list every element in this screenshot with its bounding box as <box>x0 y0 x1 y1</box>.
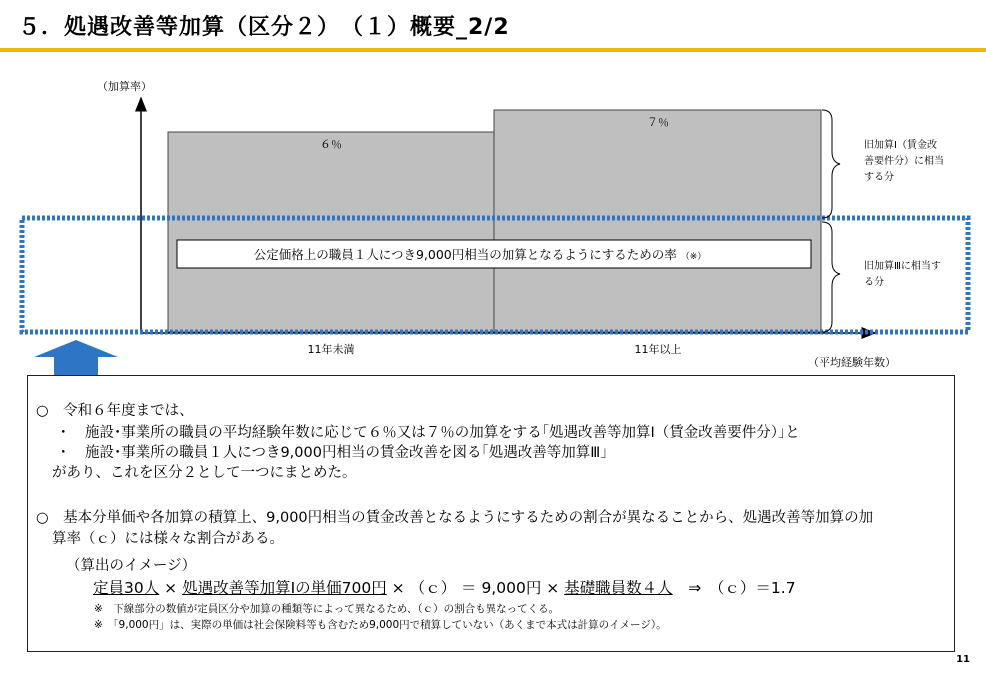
p1-tail: があり、これを区分２として一つにまとめた。 <box>52 465 357 481</box>
bar-11-years-plus <box>494 110 821 332</box>
bar-label-6: ６％ <box>320 138 342 151</box>
p2-line2: 算率（ｃ）には様々な割合がある。 <box>52 531 284 547</box>
up-arrow <box>34 340 118 376</box>
note-1: ※ 下線部分の数値が定員区分や加算の種類等によって異なるため、（ｃ）の割合も異なってくる。 <box>94 603 560 615</box>
category-under-11: 11年未満 <box>307 343 355 356</box>
calc-formula <box>93 581 796 597</box>
brace-upper-label: 旧加算Ⅰ（賃金改 善要件分）に相当 する分 <box>864 140 944 183</box>
calc-head: （算出のイメージ） <box>66 558 197 574</box>
bar-under-11-years <box>168 132 494 332</box>
page-number: 11 <box>956 654 970 665</box>
p1-item1: ・ 施設･事業所の職員の平均経験年数に応じて６％又は７％の加算をする｢処遇改善等加算Ⅰ（賃金改善要件分）｣と <box>56 425 800 441</box>
category-11-plus: 11年以上 <box>634 343 682 356</box>
y-axis-label: （加算率） <box>97 80 152 93</box>
calc-term-staff: 基礎職員数４人 <box>564 579 673 597</box>
calc-term-capacity: 定員30人 <box>93 579 160 597</box>
brace-upper <box>822 110 840 218</box>
bar-label-7: ７％ <box>647 116 669 129</box>
brace-lower <box>822 222 840 332</box>
p2-line1: ○ 基本分単価や各加算の積算上、9,000円相当の賃金改善となるようにするための割合が異なることから、処遇改善等加算の加 <box>36 510 874 526</box>
note-2: ※ 「9,000円」は、実際の単価は社会保険料等も含むため9,000円で積算していない（あくまで本式は計算のイメージ）。 <box>94 619 667 631</box>
calc-result: ⇒ （ｃ）＝1.7 <box>672 579 796 597</box>
x-axis-label: （平均経験年数） <box>808 356 896 369</box>
p1-item2: ・ 施設･事業所の職員１人につき9,000円相当の賃金改善を図る｢処遇改善等加算Ⅲ｣ <box>56 445 608 461</box>
p1-head: ○ 令和６年度までは、 <box>36 403 194 419</box>
page-title: ５．処遇改善等加算（区分２） （１）概要_2/2 <box>18 15 510 40</box>
band-label: 公定価格上の職員１人につき9,000円相当の加算となるようにするための率 （※） <box>253 247 707 262</box>
calc-op2: × （ｃ） ＝ 9,000円 × <box>386 579 565 597</box>
calc-term-unit-price: 処遇改善等加算Ⅰの単価700円 <box>182 579 387 597</box>
brace-lower-label: 旧加算Ⅲに相当す る分 <box>864 261 941 288</box>
calc-op1: × <box>159 579 183 597</box>
